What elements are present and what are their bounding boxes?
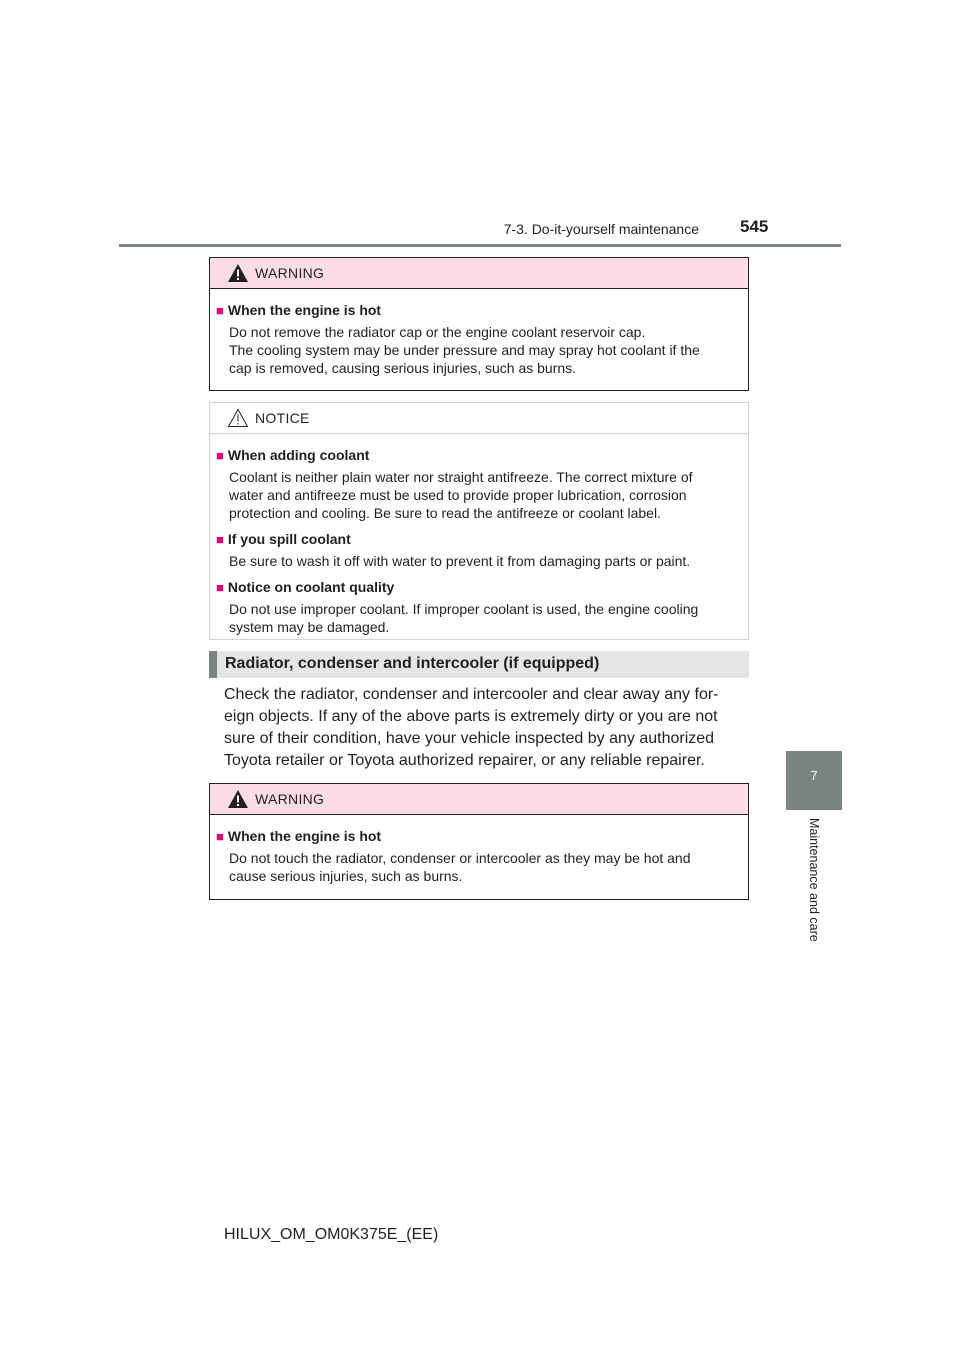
square-bullet-icon: ■ (216, 580, 224, 595)
text-line: Toyota retailer or Toyota authorized repairer, or any reliable repairer. (224, 752, 705, 769)
warning-box-engine-hot-radiator (209, 783, 749, 900)
chapter-title: Maintenance and care (807, 818, 821, 942)
section-paragraph (224, 684, 744, 772)
warning-box-engine-hot-cap (209, 257, 749, 391)
header-rule (119, 244, 841, 247)
text-line: cause serious injuries, such as burns. (229, 868, 463, 884)
chapter-side-label (786, 818, 842, 968)
warning-header (210, 258, 748, 289)
item-text (216, 600, 738, 636)
item-title: Notice on coolant quality (227, 579, 395, 595)
item-text (216, 849, 738, 885)
notice-item (216, 446, 738, 522)
text-line: system may be damaged. (229, 619, 390, 635)
warning-item (216, 827, 738, 885)
section-heading: Radiator, condenser and intercooler (if equipped) (225, 655, 600, 672)
section-accent (209, 651, 217, 678)
item-text (216, 552, 738, 570)
notice-label: NOTICE (255, 410, 310, 426)
page-number: 545 (740, 217, 769, 236)
page-header (0, 0, 960, 250)
notice-triangle-icon (227, 408, 249, 428)
chapter-tab (786, 751, 842, 810)
document-id: HILUX_OM_OM0K375E_(EE) (224, 1226, 439, 1243)
chapter-number: 7 (810, 768, 818, 783)
text-line: sure of their condition, have your vehicle inspected by any authorized (224, 730, 715, 747)
square-bullet-icon: ■ (216, 532, 224, 547)
notice-box-coolant (209, 402, 749, 640)
text-line: Do not remove the radiator cap or the engine coolant reservoir cap. (229, 324, 646, 340)
section-title: 7-3. Do-it-yourself maintenance (503, 221, 699, 237)
notice-header (210, 403, 748, 434)
item-text (216, 323, 738, 377)
section-heading-bar (209, 651, 749, 678)
warning-label: WARNING (255, 791, 325, 807)
square-bullet-icon: ■ (216, 829, 224, 844)
warning-triangle-icon (227, 789, 249, 809)
warning-item (216, 301, 738, 377)
text-line: The cooling system may be under pressure and may spray hot coolant if the (229, 342, 700, 358)
square-bullet-icon: ■ (216, 448, 224, 463)
text-line: Do not use improper coolant. If improper coolant is used, the engine cooling (229, 601, 699, 617)
notice-item (216, 530, 738, 570)
text-line: Coolant is neither plain water nor straight antifreeze. The correct mixture of (229, 469, 693, 485)
text-line: Check the radiator, condenser and intercooler and clear away any for- (224, 686, 719, 703)
warning-label: WARNING (255, 265, 325, 281)
item-text (216, 468, 738, 522)
warning-triangle-icon (227, 263, 249, 283)
item-title: When the engine is hot (227, 828, 382, 844)
text-line: cap is removed, causing serious injuries, such as burns. (229, 360, 577, 376)
text-line: water and antifreeze must be used to provide proper lubrication, corrosion (229, 487, 687, 503)
warning-header (210, 784, 748, 815)
item-title: If you spill coolant (227, 531, 351, 547)
item-title: When the engine is hot (227, 302, 382, 318)
item-title: When adding coolant (227, 447, 370, 463)
notice-item (216, 578, 738, 636)
text-line: Do not touch the radiator, condenser or intercooler as they may be hot and (229, 850, 691, 866)
square-bullet-icon: ■ (216, 303, 224, 318)
text-line: Be sure to wash it off with water to prevent it from damaging parts or paint. (229, 553, 691, 569)
text-line: eign objects. If any of the above parts is extremely dirty or you are not (224, 708, 718, 725)
text-line: protection and cooling. Be sure to read the antifreeze or coolant label. (229, 505, 661, 521)
